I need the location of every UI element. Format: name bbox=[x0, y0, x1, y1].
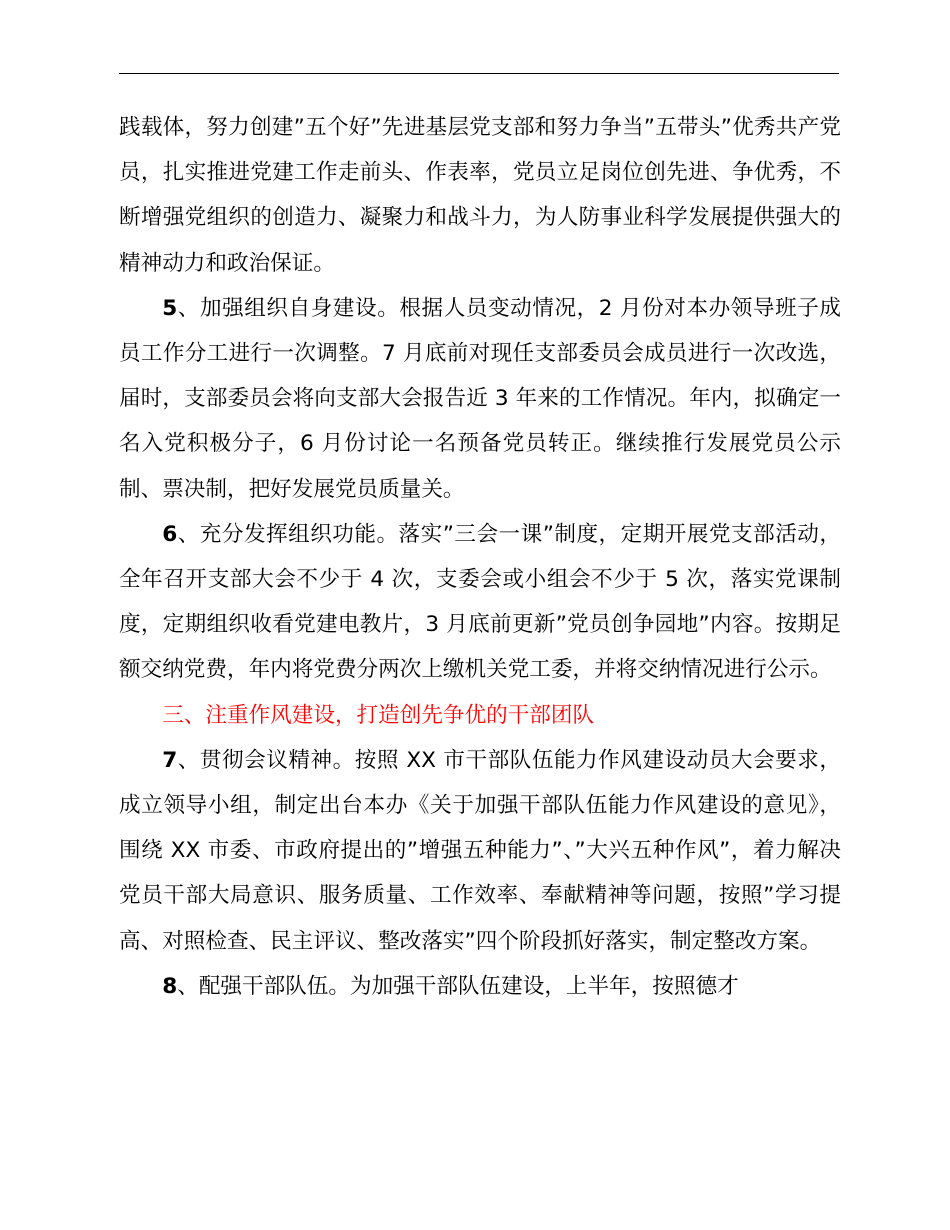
paragraph-item-5 bbox=[119, 286, 841, 512]
paragraph-item-7 bbox=[119, 738, 841, 964]
item-number: 7 bbox=[162, 747, 178, 773]
paragraph-continuation: 践载体，努力创建”五个好”先进基层党支部和努力争当”五带头”优秀共产党员，扎实推进党建工作走前头、作表率，党员立足岗位创先进、争优秀，不断增强党组织的创造力、凝聚力和战斗力，为人防事业科学发展提供强大的精神动力和政治保证。 bbox=[119, 115, 841, 276]
item-text: 、配强干部队伍。为加强干部队伍建设，上半年，按照德才 bbox=[177, 973, 739, 999]
item-text: 、充分发挥组织功能。落实”三会一课”制度，定期开展党支部活动，全年召开支部大会不少于 4 次，支委会或小组会不少于 5 次，落实党课制度，定期组织收看党建电教片，3 月底前更新”党员创争园地”内容。按期足额交纳党费，年内将党费分两次上缴机关党工委，并将交纳情况进行公示。 bbox=[119, 521, 841, 683]
paragraph-item-8 bbox=[119, 964, 841, 1009]
document-body bbox=[119, 105, 841, 1009]
item-text: 、加强组织自身建设。根据人员变动情况，2 月份对本办领导班子成员工作分工进行一次调整。7 月底前对现任支部委员会成员进行一次改选，届时，支部委员会将向支部大会报告近 3 年来的工作情况。年内，拟确定一名入党积极分子，6 月份讨论一名预备党员转正。继续推行发展党员公示制、票决制，把好发展党员质量关。 bbox=[119, 295, 841, 502]
header-rule bbox=[119, 73, 839, 74]
paragraph-item-6 bbox=[119, 512, 841, 693]
section-heading: 三、注重作风建设，打造创先争优的干部团队 bbox=[162, 702, 595, 728]
item-text: 、贯彻会议精神。按照 XX 市干部队伍能力作风建设动员大会要求，成立领导小组，制定出台本办《关于加强干部队伍能力作风建设的意见》，围绕 XX 市委、市政府提出的”增强五种能力”、”大兴五种作风”，着力解决党员干部大局意识、服务质量、工作效率、奉献精神等问题，按照”学习提高、对照检查、民主评议、整改落实”四个阶段抓好落实，制定整改方案。 bbox=[119, 747, 841, 954]
item-number: 8 bbox=[162, 973, 178, 999]
item-number: 6 bbox=[162, 521, 178, 547]
item-number: 5 bbox=[162, 295, 178, 321]
